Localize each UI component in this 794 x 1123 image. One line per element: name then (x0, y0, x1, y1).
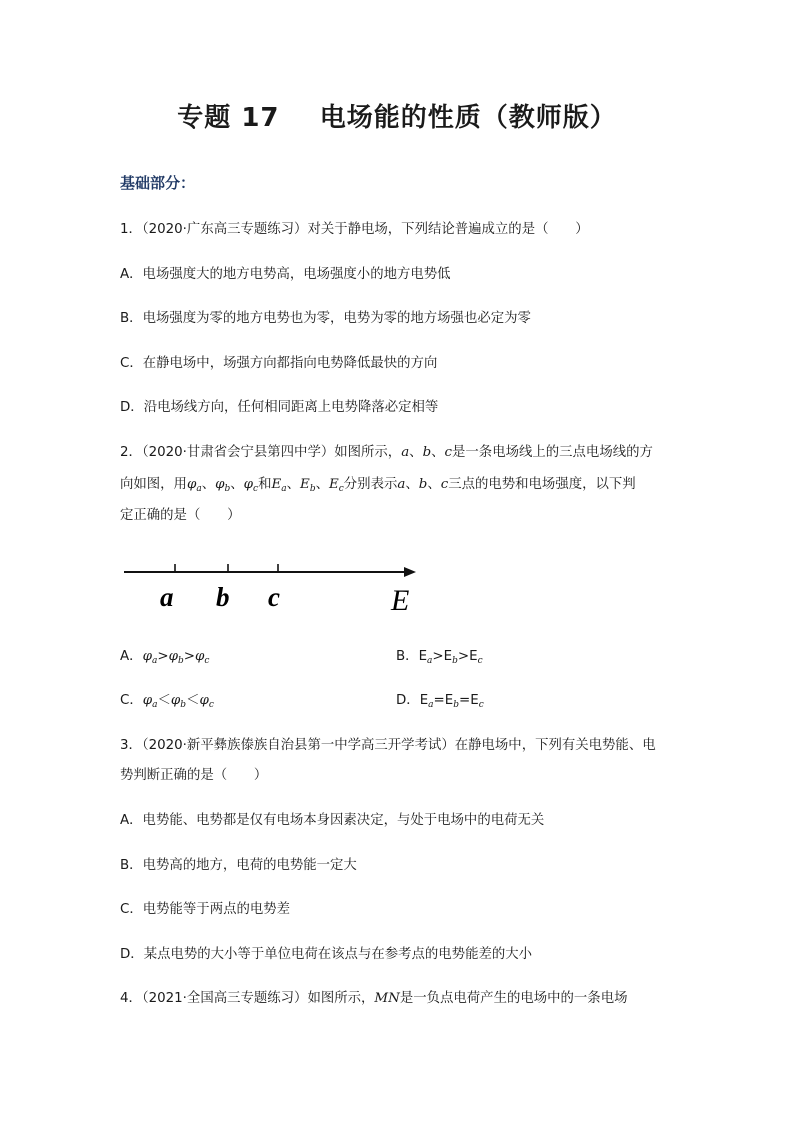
q2-stem-line3: 定正确的是（ ） (120, 508, 241, 523)
q2-option-d: D．$E_a=E_b=E_c$ (396, 693, 484, 710)
label-c: c (268, 582, 280, 612)
q4-stem: 4．（2021·全国高三专题练习）如图所示，MN是一负点电荷产生的电场中的一条电场 (120, 991, 628, 1006)
q1-option-b: B．电场强度为零的地方电势也为零，电势为零的地方场强也必定为零 (120, 311, 531, 326)
q2-stem-line2: 向如图，用$\varphi_a$、$\varphi_b$、$\varphi_c$和$E_a$、$E_b$、$E_c$分别表示a、b、c三点的电势和电场强度，以下判 (120, 477, 636, 494)
field-line-diagram (120, 552, 430, 616)
q3-option-a: A．电势能、电势都是仅有电场本身因素决定，与处于电场中的电荷无关 (120, 813, 545, 828)
q2-option-a: A．$\varphi_a>\varphi_b>\varphi_c$ (120, 649, 210, 666)
label-b: b (216, 582, 230, 612)
q1-option-a: A．电场强度大的地方电势高，电场强度小的地方电势低 (120, 267, 451, 282)
page-title: 专题 17 电场能的性质（教师版） (177, 103, 617, 133)
section-heading: 基础部分： (120, 174, 196, 192)
label-E: E (391, 584, 410, 616)
q2-stem-line1: 2．（2020·甘肃省会宁县第四中学）如图所示，a、b、c是一条电场线上的三点电场线的方 (120, 445, 653, 460)
label-a: a (160, 582, 174, 612)
field-arrow-icon (404, 567, 416, 577)
q2-option-b: B．$E_a>E_b>E_c$ (396, 649, 483, 666)
q3-option-c: C．电势能等于两点的电势差 (120, 902, 291, 917)
q1-option-c: C．在静电场中，场强方向都指向电势降低最快的方向 (120, 356, 438, 371)
q2-option-c: C．$\varphi_a<\varphi_b<\varphi_c$ (120, 693, 214, 710)
q3-stem-line2: 势判断正确的是（ ） (120, 768, 268, 783)
q1-option-d: D．沿电场线方向，任何相同距离上电势降落必定相等 (120, 400, 439, 415)
q3-option-b: B．电势高的地方，电荷的电势能一定大 (120, 858, 357, 873)
q1-stem: 1．（2020·广东高三专题练习）对关于静电场，下列结论普遍成立的是（ ） (120, 222, 589, 237)
q3-option-d: D．某点电势的大小等于单位电荷在该点与在参考点的电势能差的大小 (120, 947, 533, 962)
q3-stem-line1: 3．（2020·新平彝族傣族自治县第一中学高三开学考试）在静电场中，下列有关电势能、电 (120, 738, 656, 753)
